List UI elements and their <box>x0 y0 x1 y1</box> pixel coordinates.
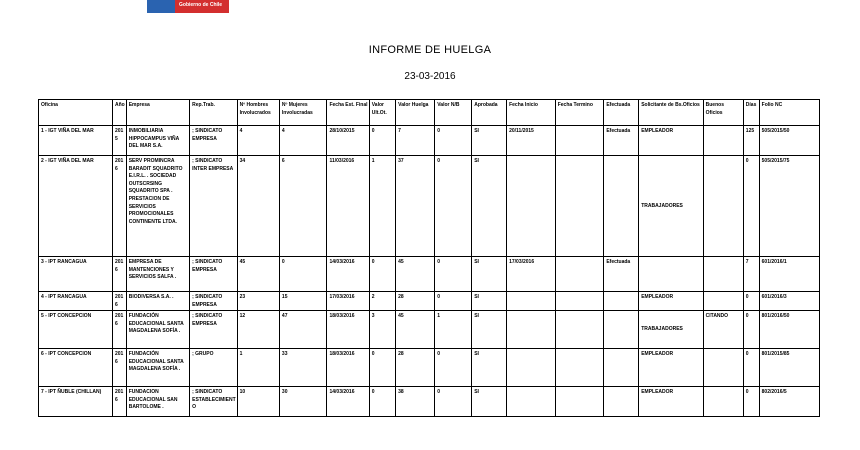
cell-dias: 125 <box>743 126 759 156</box>
cell-fecha-inicio <box>507 349 556 387</box>
header-valor-ult-ot: Valor Ult.Ot. <box>369 100 395 126</box>
header-hombres: Nº Hombres Involucrados <box>237 100 279 126</box>
cell-mujeres: 15 <box>279 292 327 311</box>
header-fecha-inicio: Fecha Inicio <box>507 100 556 126</box>
cell-solicitante <box>639 257 703 292</box>
cell-fecha-est-final: 18/03/2016 <box>327 349 369 387</box>
header-fecha-termino: Fecha Termino <box>555 100 604 126</box>
cell-folio-nc: 601/2016/3 <box>759 292 819 311</box>
cell-valor-ult-ot: 3 <box>369 311 395 349</box>
cell-oficina: 5 - IPT CONCEPCION <box>39 311 113 349</box>
cell-fecha-inicio <box>507 292 556 311</box>
header-fecha-est-final: Fecha Est. Final <box>327 100 369 126</box>
cell-ano: 2015 <box>112 126 126 156</box>
cell-buenos-oficios <box>703 156 743 257</box>
header-valor-huelga: Valor Huelga <box>396 100 435 126</box>
cell-dias: 0 <box>743 349 759 387</box>
cell-fecha-est-final: 11/03/2016 <box>327 156 369 257</box>
cell-fecha-inicio: 17/03/2016 <box>507 257 556 292</box>
report-title: INFORME DE HUELGA <box>368 44 492 56</box>
cell-valor-ult-ot: 0 <box>369 257 395 292</box>
cell-mujeres: 0 <box>279 257 327 292</box>
table-row <box>39 292 820 311</box>
cell-dias: 0 <box>743 292 759 311</box>
cell-empresa: FUNDACIÓN EDUCACIONAL SANTA MAGDALENA SOFÍA . <box>126 349 189 387</box>
header-empresa: Empresa <box>126 100 189 126</box>
cell-buenos-oficios <box>703 126 743 156</box>
cell-fecha-termino <box>555 257 604 292</box>
cell-valor-nb: 0 <box>435 387 472 417</box>
cell-fecha-termino <box>555 156 604 257</box>
cell-hombres: 10 <box>237 387 279 417</box>
cell-fecha-termino <box>555 292 604 311</box>
cell-fecha-est-final: 14/03/2016 <box>327 387 369 417</box>
cell-folio-nc: 801/2015/85 <box>759 349 819 387</box>
cell-buenos-oficios <box>703 292 743 311</box>
header-solicitante: Solicitante de Bs.Oficios <box>639 100 703 126</box>
cell-dias: 0 <box>743 311 759 349</box>
cell-solicitante: EMPLEADOR <box>639 126 703 156</box>
cell-hombres: 45 <box>237 257 279 292</box>
cell-efectuada <box>604 387 639 417</box>
cell-rep-trab: ; SINDICATO EMPRESA <box>190 292 238 311</box>
cell-folio-nc: 801/2016/50 <box>759 311 819 349</box>
cell-folio-nc: 505/2015/75 <box>759 156 819 257</box>
cell-valor-huelga: 45 <box>396 257 435 292</box>
cell-mujeres: 47 <box>279 311 327 349</box>
cell-valor-huelga: 7 <box>396 126 435 156</box>
cell-aprobada: SI <box>472 349 507 387</box>
cell-efectuada <box>604 156 639 257</box>
cell-valor-nb: 0 <box>435 292 472 311</box>
cell-hombres: 34 <box>237 156 279 257</box>
cell-solicitante: EMPLEADOR <box>639 349 703 387</box>
cell-efectuada <box>604 292 639 311</box>
cell-folio-nc: 505/2015/50 <box>759 126 819 156</box>
logo-text: Gobierno de Chile <box>179 2 223 8</box>
cell-empresa: BIODIVERSA S.A. . <box>126 292 189 311</box>
cell-oficina: 2 - IGT VIÑA DEL MAR <box>39 156 113 257</box>
cell-oficina: 1 - IGT VIÑA DEL MAR <box>39 126 113 156</box>
cell-fecha-termino <box>555 349 604 387</box>
cell-efectuada: Efectuada <box>604 257 639 292</box>
cell-valor-nb: 1 <box>435 311 472 349</box>
cell-buenos-oficios <box>703 257 743 292</box>
cell-empresa: FUNDACION EDUCACIONAL SAN BARTOLOME . <box>126 387 189 417</box>
cell-rep-trab: ; GRUPO <box>190 349 238 387</box>
header-buenos-oficios: Buenos Oficios <box>703 100 743 126</box>
cell-ano: 2016 <box>112 156 126 257</box>
header-mujeres: Nº Mujeres Involucradas <box>279 100 327 126</box>
cell-empresa: EMPRESA DE MANTENCIONES Y SERVICIOS SALFA . <box>126 257 189 292</box>
cell-solicitante: TRABAJADORES <box>639 156 703 257</box>
cell-hombres: 4 <box>237 126 279 156</box>
cell-valor-huelga: 45 <box>396 311 435 349</box>
cell-valor-nb: 0 <box>435 257 472 292</box>
cell-dias: 0 <box>743 387 759 417</box>
report-date: 23-03-2016 <box>404 71 456 82</box>
cell-efectuada: Efectuada <box>604 126 639 156</box>
cell-valor-nb: 0 <box>435 126 472 156</box>
cell-solicitante: EMPLEADOR <box>639 387 703 417</box>
strike-report-table <box>38 99 820 417</box>
header-aprobada: Aprobada <box>472 100 507 126</box>
cell-buenos-oficios <box>703 387 743 417</box>
cell-valor-huelga: 38 <box>396 387 435 417</box>
cell-solicitante: TRABAJADORES <box>639 311 703 349</box>
cell-hombres: 12 <box>237 311 279 349</box>
cell-oficina: 4 - IPT RANCAGUA <box>39 292 113 311</box>
cell-fecha-inicio <box>507 387 556 417</box>
cell-aprobada: SI <box>472 292 507 311</box>
cell-valor-ult-ot: 0 <box>369 126 395 156</box>
gobierno-logo <box>147 0 229 13</box>
cell-empresa: FUNDACIÓN EDUCACIONAL SANTA MAGDALENA SOFÍA . <box>126 311 189 349</box>
header-dias: Días <box>743 100 759 126</box>
cell-oficina: 6 - IPT CONCEPCION <box>39 349 113 387</box>
cell-rep-trab: ; SINDICATO EMPRESA <box>190 126 238 156</box>
cell-fecha-inicio <box>507 311 556 349</box>
table-row <box>39 156 820 257</box>
cell-ano: 2016 <box>112 311 126 349</box>
cell-valor-huelga: 37 <box>396 156 435 257</box>
cell-oficina: 7 - IPT ÑUBLE (CHILLAN) <box>39 387 113 417</box>
table-row <box>39 349 820 387</box>
cell-mujeres: 4 <box>279 126 327 156</box>
cell-ano: 2016 <box>112 349 126 387</box>
table-row <box>39 387 820 417</box>
cell-mujeres: 30 <box>279 387 327 417</box>
header-efectuada: Efectuada <box>604 100 639 126</box>
cell-aprobada: SI <box>472 257 507 292</box>
cell-buenos-oficios: CITANDO <box>703 311 743 349</box>
cell-empresa: SERV PROMINCRA BARADIT SQUADRITO E.I.R.L. . SOCIEDAD OUTSCRSING SQUADRITO SPA . PRESTACION DE SERVICIOS PROMOCIONALES CONTINENTE LTDA. <box>126 156 189 257</box>
cell-fecha-termino <box>555 387 604 417</box>
cell-fecha-est-final: 18/03/2016 <box>327 311 369 349</box>
cell-buenos-oficios <box>703 349 743 387</box>
cell-solicitante: EMPLEADOR <box>639 292 703 311</box>
cell-aprobada: SI <box>472 126 507 156</box>
cell-fecha-est-final: 14/03/2016 <box>327 257 369 292</box>
cell-mujeres: 6 <box>279 156 327 257</box>
header-oficina: Oficina <box>39 100 113 126</box>
cell-folio-nc: 601/2016/1 <box>759 257 819 292</box>
cell-rep-trab: ; SINDICATO EMPRESA <box>190 311 238 349</box>
cell-oficina: 3 - IPT RANCAGUA <box>39 257 113 292</box>
cell-dias: 0 <box>743 156 759 257</box>
cell-fecha-inicio: 20/11/2015 <box>507 126 556 156</box>
cell-folio-nc: 802/2016/5 <box>759 387 819 417</box>
cell-valor-ult-ot: 1 <box>369 156 395 257</box>
cell-mujeres: 33 <box>279 349 327 387</box>
cell-ano: 2016 <box>112 257 126 292</box>
cell-efectuada <box>604 311 639 349</box>
cell-valor-nb: 0 <box>435 349 472 387</box>
cell-fecha-inicio <box>507 156 556 257</box>
header-rep-trab: Rep.Trab. <box>190 100 238 126</box>
logo-blue-block <box>147 0 175 13</box>
cell-rep-trab: ; SINDICATO ESTABLECIMIENTO <box>190 387 238 417</box>
cell-rep-trab: ; SINDICATO EMPRESA <box>190 257 238 292</box>
cell-fecha-termino <box>555 311 604 349</box>
table-row <box>39 126 820 156</box>
cell-empresa: INMOBILIARIA HIPPOCAMPUS VIÑA DEL MAR S.A. <box>126 126 189 156</box>
cell-aprobada: SI <box>472 156 507 257</box>
cell-ano: 2016 <box>112 387 126 417</box>
table-row <box>39 257 820 292</box>
header-ano: Año <box>112 100 126 126</box>
header-folio-nc: Folio NC <box>759 100 819 126</box>
cell-hombres: 1 <box>237 349 279 387</box>
cell-aprobada: SI <box>472 387 507 417</box>
cell-valor-ult-ot: 0 <box>369 349 395 387</box>
cell-rep-trab: ; SINDICATO INTER EMPRESA <box>190 156 238 257</box>
cell-fecha-termino <box>555 126 604 156</box>
table-header-row <box>39 100 820 126</box>
cell-valor-nb: 0 <box>435 156 472 257</box>
cell-ano: 2016 <box>112 292 126 311</box>
cell-efectuada <box>604 349 639 387</box>
cell-valor-ult-ot: 2 <box>369 292 395 311</box>
cell-valor-huelga: 28 <box>396 292 435 311</box>
header-valor-nb: Valor N/B <box>435 100 472 126</box>
cell-valor-ult-ot: 0 <box>369 387 395 417</box>
cell-fecha-est-final: 17/03/2016 <box>327 292 369 311</box>
cell-valor-huelga: 28 <box>396 349 435 387</box>
table-row <box>39 311 820 349</box>
cell-fecha-est-final: 28/10/2015 <box>327 126 369 156</box>
cell-hombres: 23 <box>237 292 279 311</box>
cell-dias: 7 <box>743 257 759 292</box>
cell-aprobada: SI <box>472 311 507 349</box>
